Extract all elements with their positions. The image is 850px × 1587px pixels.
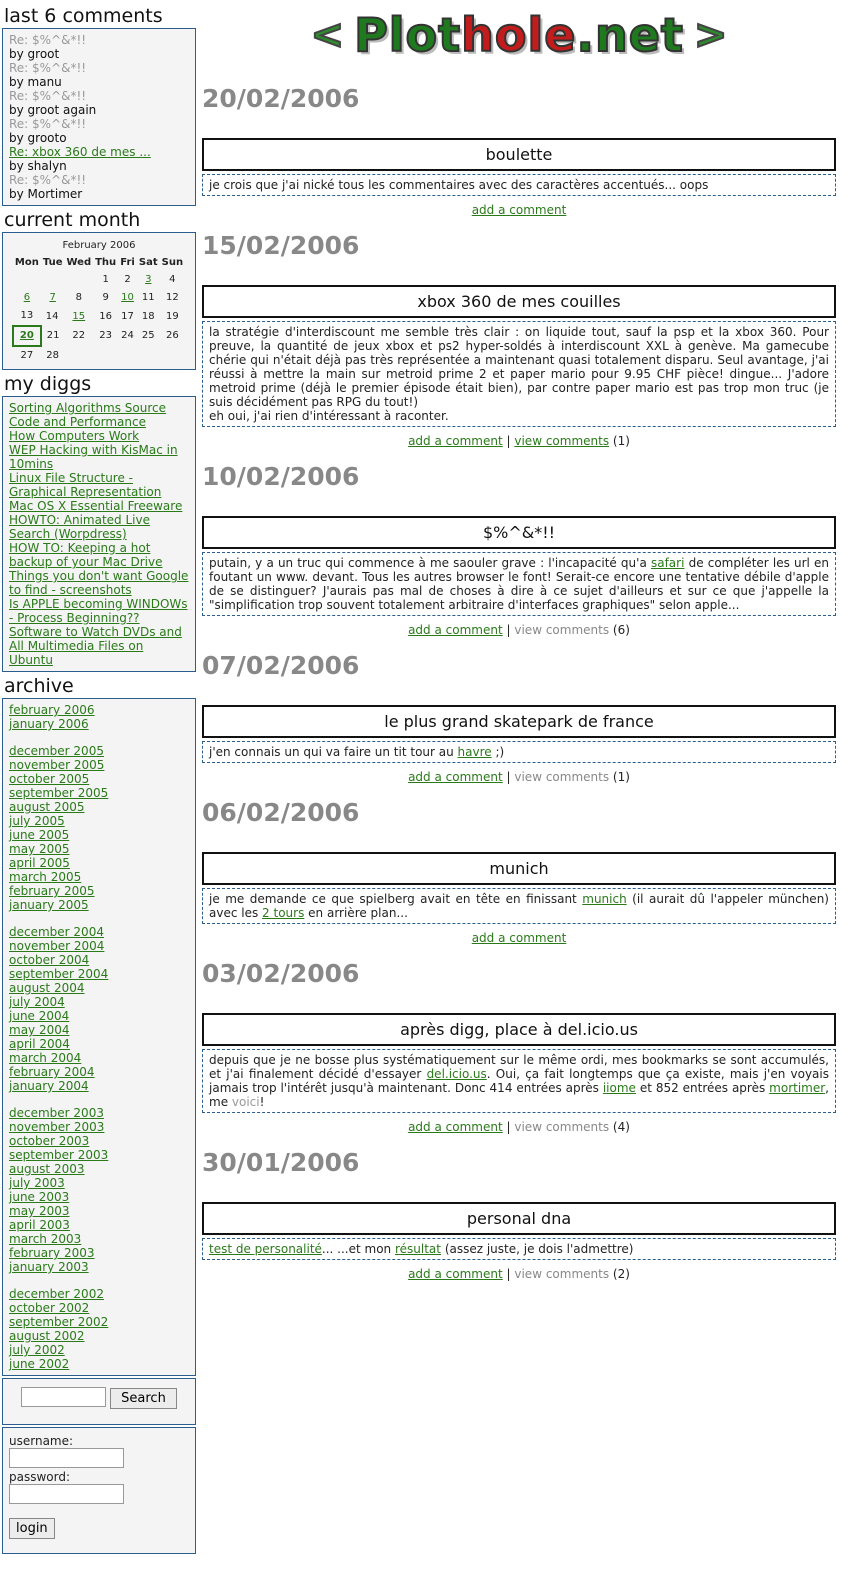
archive-month-link[interactable]: august 2005 xyxy=(9,800,85,814)
post xyxy=(202,231,836,448)
archive-month-link[interactable]: june 2003 xyxy=(9,1190,70,1204)
cal-day-header: Thu xyxy=(95,257,117,268)
comment-author: by manu xyxy=(9,75,62,89)
comment-link[interactable]: Re: xbox 360 de mes ... xyxy=(9,145,151,159)
post-title: xbox 360 de mes couilles xyxy=(202,285,836,318)
calendar-box xyxy=(2,232,196,370)
archive-month-link[interactable]: july 2005 xyxy=(9,814,65,828)
comment-count: (4) xyxy=(612,1120,630,1134)
add-comment-link[interactable]: add a comment xyxy=(471,203,567,217)
cal-day: 19 xyxy=(166,310,179,322)
post-date: 06/02/2006 xyxy=(202,798,360,827)
logo-left-arrow-icon: < xyxy=(310,12,345,58)
cal-day: 17 xyxy=(121,310,134,322)
cal-day xyxy=(118,346,137,365)
archive-box xyxy=(2,698,196,1376)
comment-author: by groot again xyxy=(9,103,97,117)
archive-month-link[interactable]: august 2002 xyxy=(9,1329,85,1343)
password-input[interactable] xyxy=(9,1484,124,1504)
add-comment-link[interactable]: add a comment xyxy=(408,434,503,448)
cal-day: 23 xyxy=(99,330,112,341)
post-inline-link[interactable]: munich xyxy=(582,892,627,906)
comment-count: (1) xyxy=(612,434,630,448)
archive-month-link[interactable]: january 2004 xyxy=(9,1079,89,1093)
cal-day xyxy=(41,271,65,289)
comment-link[interactable]: Re: $%^&*!! xyxy=(9,89,87,103)
archive-month-link[interactable]: september 2004 xyxy=(9,967,109,981)
archive-month-link[interactable]: april 2005 xyxy=(9,856,70,870)
cal-day xyxy=(93,346,118,365)
post-body: je crois que j'ai nické tous les commentaires avec des caractères accentués... oops xyxy=(202,174,836,196)
archive-month-link[interactable]: october 2005 xyxy=(9,772,90,786)
calendar-caption: February 2006 xyxy=(62,240,136,251)
cal-day: 2 xyxy=(124,274,131,285)
cal-day: 22 xyxy=(72,330,86,341)
archive-month-link[interactable]: march 2005 xyxy=(9,870,82,884)
post-text: je me demande ce que spielberg avait en tête en finissant xyxy=(209,892,583,906)
cal-day-link[interactable]: 3 xyxy=(145,274,152,285)
search-box xyxy=(2,1378,196,1425)
archive-month-link[interactable]: september 2005 xyxy=(9,786,109,800)
add-comment-link[interactable]: add a comment xyxy=(408,1120,503,1134)
post-date: 15/02/2006 xyxy=(202,231,360,260)
archive-month-link[interactable]: march 2003 xyxy=(9,1232,82,1246)
post-links xyxy=(202,1267,836,1281)
archive-month-link[interactable]: april 2004 xyxy=(9,1037,70,1051)
main-content xyxy=(202,0,836,1281)
archive-month-link[interactable]: september 2003 xyxy=(9,1148,109,1162)
post-text: ! xyxy=(259,1095,265,1109)
digg-link[interactable]: Is APPLE becoming WINDOWs - Process Beginning?? xyxy=(9,597,188,625)
cal-day xyxy=(64,346,93,365)
post-title: munich xyxy=(202,852,836,885)
comment-author: by shalyn xyxy=(9,159,67,173)
archive-month-link[interactable]: february 2003 xyxy=(9,1246,95,1260)
post-inline-link[interactable]: résultat xyxy=(394,1242,441,1256)
cal-day: 11 xyxy=(141,292,155,303)
add-comment-link[interactable]: add a comment xyxy=(408,770,503,784)
cal-day: 13 xyxy=(20,310,34,321)
links-separator: | xyxy=(506,1120,511,1134)
post-text: ... ...et mon xyxy=(321,1242,395,1256)
view-comments-link[interactable]: view comments xyxy=(514,623,610,637)
cal-day-link xyxy=(137,271,160,289)
archive-month-link[interactable]: november 2004 xyxy=(9,939,105,953)
archive-month-link[interactable]: july 2002 xyxy=(9,1343,65,1357)
recent-comments-title: last 6 comments xyxy=(4,5,163,27)
cal-day: 25 xyxy=(141,330,155,341)
cal-day: 4 xyxy=(169,274,176,285)
links-separator: | xyxy=(506,623,511,637)
cal-day-header: Fri xyxy=(120,257,135,268)
post-inline-link[interactable]: voici xyxy=(231,1095,260,1109)
comment-count: (6) xyxy=(612,623,630,637)
archive-month-link[interactable]: october 2002 xyxy=(9,1301,90,1315)
comment-count: (1) xyxy=(612,770,630,784)
sidebar xyxy=(2,4,196,1556)
cal-day: 28 xyxy=(46,349,60,361)
digg-link[interactable]: Linux File Structure - Graphical Representation xyxy=(9,471,162,499)
add-comment-link[interactable]: add a comment xyxy=(408,1267,503,1281)
post xyxy=(202,84,836,217)
archive-month-link[interactable]: july 2004 xyxy=(9,995,65,1009)
archive-month-link[interactable]: december 2002 xyxy=(9,1287,104,1301)
archive-month-link[interactable]: january 2005 xyxy=(9,898,89,912)
post-text: depuis que je ne bosse plus systématiquement sur le même ordi, mes bookmarks se sont accumulés, et j'ai finalement décidé d'essayer xyxy=(209,1053,829,1081)
post-body xyxy=(202,1049,836,1113)
archive-title: archive xyxy=(4,675,74,697)
post-body xyxy=(202,552,836,616)
post-body: la stratégie d'interdiscount me semble très clair : on liquide tout, sauf la psp et la xbox 360. Pour preuve, la quantité de jeux xbox et ps2 hyper-soldés à interdiscount XXL à genève. Ma gamecube chérie qui n'était déjà pas très représentée a maintenant quasi totalement disparu. Seul avantage, j'ai réussi à mettre la main sur metroid prime 2 et paper mario pour 9.95 CHF pièce! dingue... J'adore metroid prime (déjà le premier épisode était bien), par contre paper mario est pas trop mon truc (je suis décidément pas RPG du tout!) eh oui, j'ai rien d'intéressant à raconter. xyxy=(202,321,836,427)
cal-day-link[interactable]: 10 xyxy=(121,292,134,303)
calendar-table xyxy=(12,255,186,365)
cal-day-link[interactable]: 15 xyxy=(72,310,86,322)
post xyxy=(202,1148,836,1281)
archive-month-link[interactable]: september 2002 xyxy=(9,1315,109,1329)
view-comments-link[interactable]: view comments xyxy=(514,434,610,448)
post-title: le plus grand skatepark de france xyxy=(202,705,836,738)
post-date: 20/02/2006 xyxy=(202,84,360,113)
archive-month-link[interactable]: july 2003 xyxy=(9,1176,65,1190)
archive-gap xyxy=(9,1093,189,1106)
cal-day-link[interactable]: 7 xyxy=(49,292,56,303)
post-date: 10/02/2006 xyxy=(202,462,360,491)
post-inline-link[interactable]: 2 tours xyxy=(262,906,305,920)
archive-month-link[interactable]: february 2005 xyxy=(9,884,95,898)
post-links xyxy=(202,434,836,448)
post-inline-link[interactable]: test de personalité xyxy=(209,1242,322,1256)
archive-month-link[interactable]: june 2002 xyxy=(9,1357,70,1371)
post-list xyxy=(202,84,836,1281)
post-inline-link[interactable]: havre xyxy=(457,745,492,759)
archive-month-link[interactable]: december 2004 xyxy=(9,925,104,939)
archive-month-link[interactable]: january 2006 xyxy=(9,717,89,731)
comment-author: by groot xyxy=(9,47,60,61)
archive-month-link[interactable]: january 2003 xyxy=(9,1260,89,1274)
digg-link[interactable]: HOWTO: Animated Live Search (Worpdress) xyxy=(9,513,150,541)
post-title: personal dna xyxy=(202,1202,836,1235)
archive-month-link[interactable]: february 2004 xyxy=(9,1065,95,1079)
archive-month-link[interactable]: october 2004 xyxy=(9,953,90,967)
post-links xyxy=(202,770,836,784)
post-inline-link[interactable]: mortimer xyxy=(769,1081,826,1095)
comment-link[interactable]: Re: $%^&*!! xyxy=(9,173,87,187)
post-title: après digg, place à del.icio.us xyxy=(202,1013,836,1046)
calendar-title: current month xyxy=(4,209,141,231)
cal-day: 1 xyxy=(102,274,109,285)
comment-author: by grooto xyxy=(9,131,67,145)
comment-link[interactable]: Re: $%^&*!! xyxy=(9,61,87,75)
digg-link[interactable]: Sorting Algorithms Source Code and Performance xyxy=(9,401,167,429)
post-text: (assez juste, je dois l'admettre) xyxy=(441,1242,634,1256)
username-input[interactable] xyxy=(9,1448,124,1468)
comment-author: by Mortimer xyxy=(9,187,83,201)
post-date: 07/02/2006 xyxy=(202,651,360,680)
view-comments-link[interactable]: view comments xyxy=(514,770,610,784)
archive-gap xyxy=(9,912,189,925)
comment-link[interactable]: Re: $%^&*!! xyxy=(9,33,87,47)
digg-link[interactable]: Software to Watch DVDs and All Multimedia Files on Ubuntu xyxy=(9,625,182,667)
cal-day: 26 xyxy=(166,330,179,341)
logo-text: Plothole.net xyxy=(354,8,684,62)
cal-today-link[interactable]: 20 xyxy=(19,330,34,341)
archive-gap xyxy=(9,1274,189,1287)
digg-link[interactable]: How Computers Work xyxy=(9,429,140,443)
archive-month-link[interactable]: october 2003 xyxy=(9,1134,90,1148)
recent-comments-box xyxy=(2,28,196,206)
search-button[interactable]: Search xyxy=(110,1388,177,1409)
cal-day: 24 xyxy=(121,330,134,341)
archive-month-link[interactable]: november 2003 xyxy=(9,1120,105,1134)
archive-month-link[interactable]: may 2004 xyxy=(9,1023,70,1037)
archive-month-link[interactable]: june 2004 xyxy=(9,1009,70,1023)
post-text: (il aurait dû l'appeler münchen) avec les xyxy=(209,892,829,920)
logo-right-arrow-icon: > xyxy=(693,12,728,58)
archive-month-link[interactable]: december 2005 xyxy=(9,744,104,758)
archive-month-link[interactable]: march 2004 xyxy=(9,1051,82,1065)
cal-day: 21 xyxy=(46,330,60,341)
username-label: username: xyxy=(9,1433,74,1448)
links-separator: | xyxy=(506,1267,511,1281)
cal-day: 27 xyxy=(20,350,34,361)
cal-day xyxy=(160,346,185,365)
post-text: et 852 entrées après xyxy=(635,1081,770,1095)
digg-link[interactable]: WEP Hacking with KisMac in 10mins xyxy=(9,443,178,471)
post-text: ;) xyxy=(491,745,505,759)
post xyxy=(202,462,836,637)
archive-month-link[interactable]: august 2004 xyxy=(9,981,85,995)
cal-day-link[interactable]: 6 xyxy=(23,292,31,303)
post xyxy=(202,959,836,1134)
cal-day xyxy=(137,346,160,365)
view-comments-link[interactable]: view comments xyxy=(514,1120,610,1134)
post xyxy=(202,798,836,945)
add-comment-link[interactable]: add a comment xyxy=(471,931,567,945)
cal-day xyxy=(13,271,41,289)
login-button[interactable]: login xyxy=(9,1518,55,1539)
cal-day xyxy=(64,271,93,289)
cal-day: 14 xyxy=(45,310,59,322)
post-text: de compléter les url en foutant un www. devant. Tous les autres browser le font! Serait-ce encore une tentative débile d'apple de se distinguer? J'aurais pas mal de choses à dire à ce sujet d'ailleurs et sur ce que j'appelle la "simplification trop souvent totalement arbitraire d'interfaces graphiques" selon apple... xyxy=(209,556,829,612)
digg-link[interactable]: HOW TO: Keeping a hot backup of your Mac Drive xyxy=(9,541,163,569)
login-box xyxy=(2,1427,196,1554)
cal-day-header: Sun xyxy=(161,257,184,268)
cal-day: 16 xyxy=(99,310,112,322)
archive-month-link[interactable]: may 2005 xyxy=(9,842,70,856)
cal-day-header: Sat xyxy=(138,257,158,268)
diggs-box xyxy=(2,396,196,672)
post-text: j'en connais un qui va faire un tit tour au xyxy=(209,745,458,759)
password-label: password: xyxy=(9,1469,71,1484)
post-date: 30/01/2006 xyxy=(202,1148,360,1177)
archive-gap xyxy=(9,731,189,744)
post-body xyxy=(202,741,836,763)
post-links xyxy=(202,203,836,217)
archive-month-link[interactable]: november 2005 xyxy=(9,758,105,772)
post-inline-link[interactable]: del.icio.us xyxy=(426,1067,487,1081)
cal-day-header: Tue xyxy=(42,257,63,268)
view-comments-link[interactable]: view comments xyxy=(514,1267,610,1281)
cal-day-header: Mon xyxy=(14,257,39,268)
archive-month-link[interactable]: april 2003 xyxy=(9,1218,70,1232)
post-text: en arrière plan... xyxy=(304,906,408,920)
diggs-title: my diggs xyxy=(4,373,92,395)
archive-month-link[interactable]: august 2003 xyxy=(9,1162,85,1176)
digg-link[interactable]: Mac OS X Essential Freeware xyxy=(9,499,183,513)
cal-day: 18 xyxy=(141,310,155,322)
archive-month-link[interactable]: june 2005 xyxy=(9,828,70,842)
comment-count: (2) xyxy=(612,1267,630,1281)
links-separator: | xyxy=(506,770,511,784)
site-logo[interactable] xyxy=(202,0,836,70)
post-body xyxy=(202,1238,836,1260)
post-text: putain, y a un truc qui commence à me saouler grave : l'incapacité qu'a xyxy=(209,556,651,570)
add-comment-link[interactable]: add a comment xyxy=(408,623,503,637)
archive-month-link[interactable]: december 2003 xyxy=(9,1106,104,1120)
cal-day: 8 xyxy=(75,292,82,303)
post-links xyxy=(202,931,836,945)
links-separator: | xyxy=(506,434,511,448)
digg-link[interactable]: Things you don't want Google to find - screenshots xyxy=(9,569,189,597)
post-inline-link[interactable]: iiome xyxy=(602,1081,636,1095)
archive-month-link[interactable]: may 2003 xyxy=(9,1204,70,1218)
post-links xyxy=(202,623,836,637)
archive-month-link[interactable]: february 2006 xyxy=(9,703,95,717)
post-date: 03/02/2006 xyxy=(202,959,360,988)
cal-day: 9 xyxy=(102,292,109,303)
post-inline-link[interactable]: safari xyxy=(650,556,685,570)
comment-link[interactable]: Re: $%^&*!! xyxy=(9,117,87,131)
post-title: $%^&*!! xyxy=(202,516,836,549)
post-links xyxy=(202,1120,836,1134)
post-body xyxy=(202,888,836,924)
post xyxy=(202,651,836,784)
search-input[interactable] xyxy=(21,1387,106,1407)
post-text: , me xyxy=(209,1081,829,1109)
cal-day: 12 xyxy=(166,292,179,303)
post-text: . Oui, ça fait longtemps que ça existe, mais j'en voyais jamais trop l'intérêt jusqu'à maintenant. Donc 414 entrées après xyxy=(209,1067,830,1095)
post-title: boulette xyxy=(202,138,836,171)
cal-day-header: Wed xyxy=(66,257,92,268)
